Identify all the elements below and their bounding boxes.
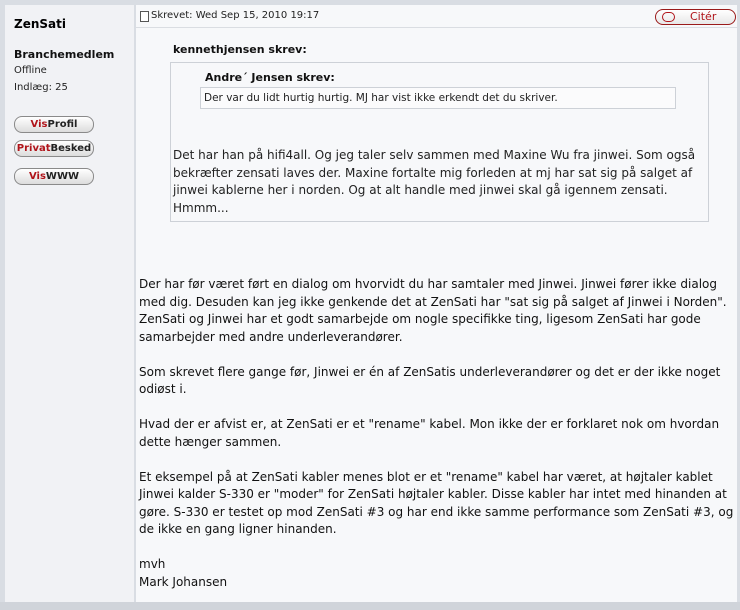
nested-quote-box [200, 87, 676, 109]
private-message-suffix: Besked [50, 143, 92, 154]
author-status: Offline [14, 65, 47, 76]
private-message-prefix: Privat [16, 143, 51, 154]
signature-name: Mark Johansen [139, 574, 228, 589]
view-profile-suffix: Profil [47, 119, 78, 130]
author-panel [5, 5, 134, 602]
signature-block [139, 556, 734, 591]
quote-author: kennethjensen skrev: [173, 43, 307, 56]
speech-bubble-icon [662, 12, 675, 22]
private-message-button[interactable] [14, 140, 94, 157]
post-bottom-divider [0, 602, 740, 610]
post-message [139, 276, 734, 591]
quote-button[interactable] [655, 9, 736, 25]
message-paragraph: Hvad der er afvist er, at ZenSati er et "rename" kabel. Mon ikke der er forklaret nok om hvordan dette hænger sammen. [139, 417, 720, 449]
quote-text: Det har han på hifi4all. Og jeg taler selv sammen med Maxine Wu fra jinwei. Som også bekræfter zensati laves der. Maxine fortalte mig forleden at mj har sat sig på salget af jinwei kablerne her i norden. Og at alt handle med jinwei skal gå igennem zensati. Hmmm... [173, 148, 696, 215]
view-www-prefix: Vis [28, 171, 46, 182]
message-paragraph: Som skrevet flere gange før, Jinwei er én af ZenSatis underleverandører og det er der ikke noget odiøst i. [139, 364, 721, 396]
view-profile-button[interactable] [14, 116, 94, 133]
author-name: ZenSati [14, 17, 66, 31]
post-date: Skrevet: Wed Sep 15, 2010 19:17 [151, 10, 320, 21]
post-icon [140, 11, 149, 22]
view-profile-prefix: Vis [30, 119, 48, 130]
nested-quote-text: Der var du lidt hurtig hurtig. MJ har vist ikke erkendt det du skriver. [204, 92, 558, 104]
message-paragraph: Der har før været ført en dialog om hvorvidt du har samtaler med Jinwei. Jinwei fører ikke dialog med dig. Desuden kan jeg ikke genkende det at ZenSati har "sat sig på salget af Jinwei i Norden". ZenSati og Jinwei har et godt samarbejde om nogle specifikke ting, ligesom ZenSati har gode samarbejder med andre underleverandører. [139, 277, 727, 344]
message-paragraph: Et eksempel på at ZenSati kabler menes blot er et "rename" kabel har været, at højtaler kablet Jinwei kalder S-330 er "moder" for ZenSati højtaler kabler. Disse kabler har intet med hinanden at gøre. S-330 er testet op mod ZenSati #3 og har end ikke samme performance som ZenSati #3, og de ikke en gang ligner hinanden. [139, 469, 734, 536]
nested-quote-author: Andre´ Jensen skrev: [205, 71, 335, 84]
view-www-button[interactable] [14, 168, 94, 185]
post-body-panel [136, 5, 737, 602]
author-post-count: Indlæg: 25 [14, 82, 68, 93]
signoff: mvh [139, 557, 166, 571]
author-rank: Branchemedlem [14, 48, 115, 61]
quote-box [170, 62, 709, 222]
view-www-suffix: WWW [45, 171, 80, 182]
quote-button-label: Citér [690, 10, 717, 23]
post-header [136, 5, 737, 28]
